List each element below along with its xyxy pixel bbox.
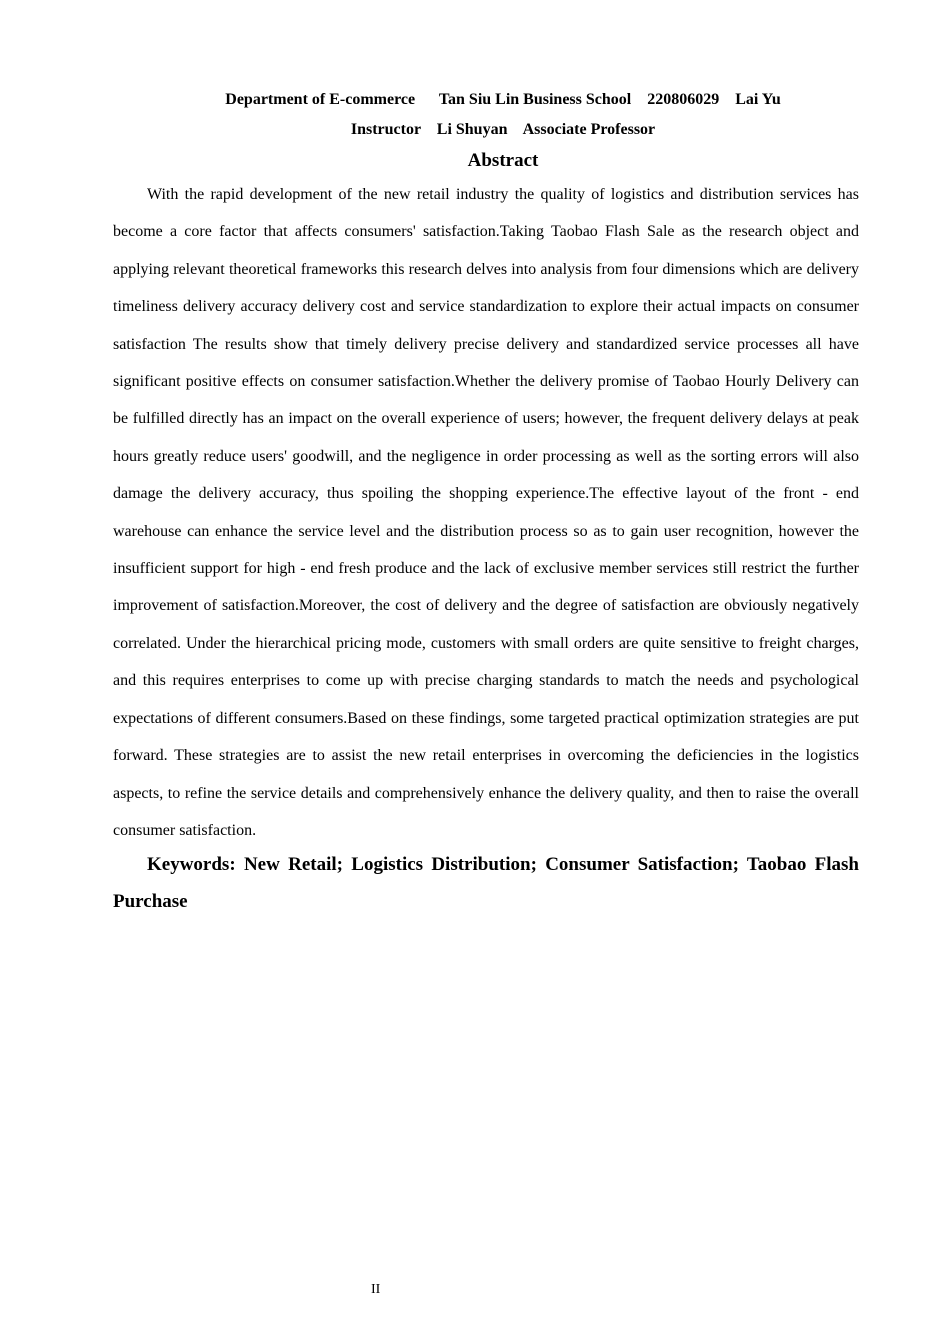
page-number: II xyxy=(371,1282,381,1297)
abstract-heading: Abstract xyxy=(467,150,539,171)
instructor-info-line: Instructor Li Shuyan Associate Professor xyxy=(350,121,656,138)
abstract-body: With the rapid development of the new retail industry the quality of logistics and distribution services has become a core factor that affects consumers' satisfaction.Taking Taobao Flash Sale as the research object and applying relevant theoretical frameworks this research delves into analysis from four dimensions which are delivery timeliness delivery accuracy delivery cost and service standardization to explore their actual impacts on consumer satisfaction The results show that timely delivery precise delivery and standardized service processes all have significant positive effects on consumer satisfaction.Whether the delivery promise of Taobao Hourly Delivery can be fulfilled directly has an impact on the overall experience of users; however, the frequent delivery delays at peak hours greatly reduce users' goodwill, and the negligence in order processing as well as the sorting errors will also damage the delivery accuracy, thus spoiling the shopping experience.The effective layout of the front - end warehouse can enhance the service level and the distribution process so as to gain user recognition, however the insufficient support for high - end fresh produce and the lack of exclusive member services still restrict the further improvement of satisfaction.Moreover, the cost of delivery and the degree of satisfaction are obviously negatively correlated. Under the hierarchical pricing mode, customers with small orders are quite sensitive to freight charges, and this requires enterprises to come up with precise charging standards to match the needs and psychological expectations of different consumers.Based on these findings, some targeted practical optimization strategies are put forward. These strategies are to assist the new retail enterprises in overcoming the deficiencies in the logistics aspects, to refine the service details and comprehensively enhance the delivery quality, and then to raise the overall consumer satisfaction. xyxy=(113,186,859,839)
keywords-line: Keywords: New Retail; Logistics Distribution; Consumer Satisfaction; Taobao Flash Purchase xyxy=(113,854,859,912)
author-info-line: Department of E-commerce Tan Siu Lin Business School 220806029 Lai Yu xyxy=(225,91,781,108)
